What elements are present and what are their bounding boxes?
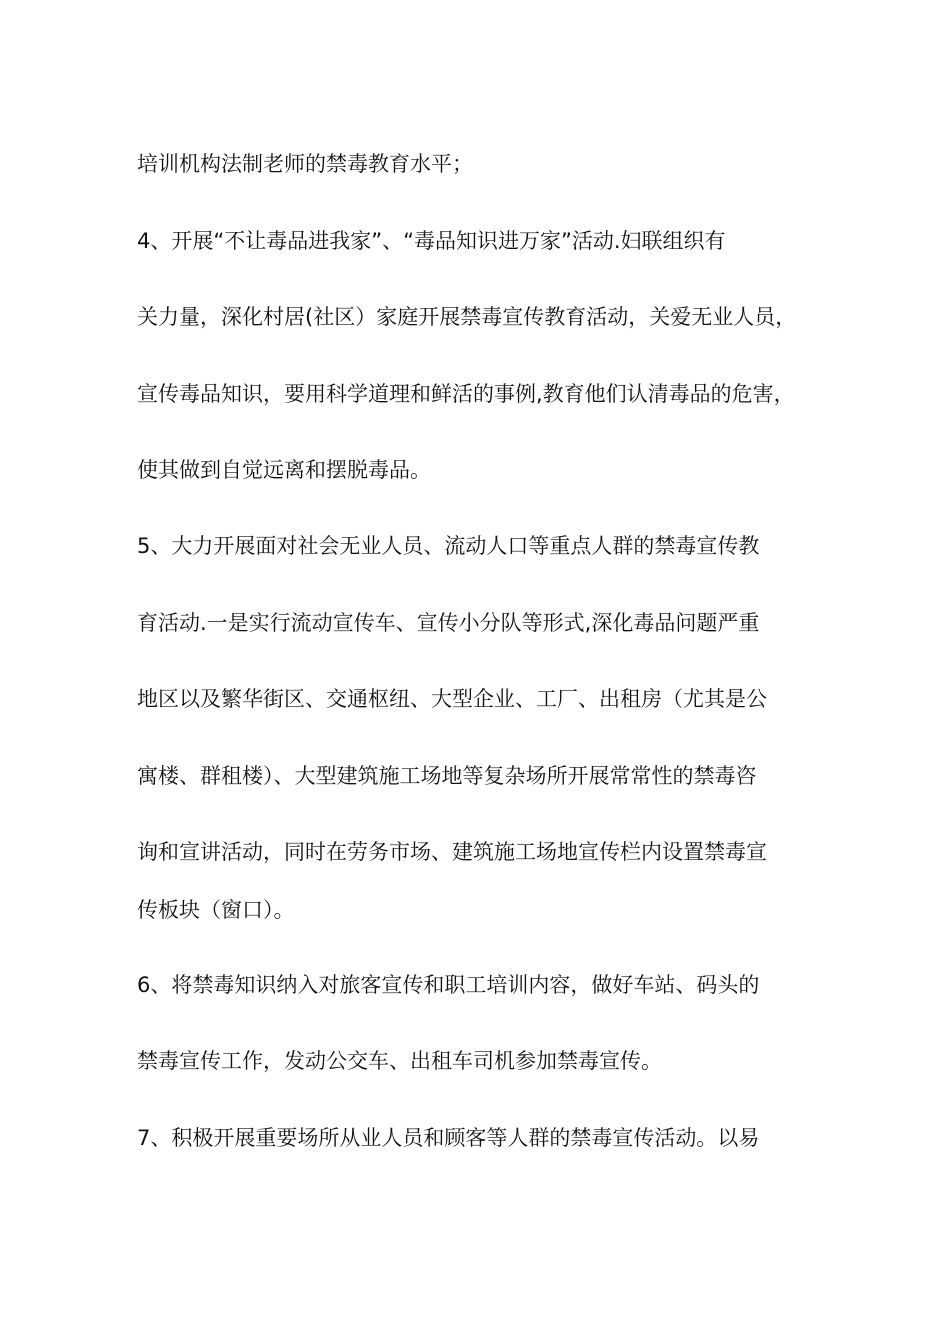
body-text-line: 寓楼、群租楼）、大型建筑施工场地等复杂场所开展常常性的禁毒咨 xyxy=(137,764,757,788)
body-text-line: 6、将禁毒知识纳入对旅客宣传和职工培训内容，做好车站、码头的 xyxy=(137,973,760,997)
body-text-line: 地区以及繁华街区、交通枢纽、大型企业、工厂、出租房（尤其是公 xyxy=(137,687,767,711)
body-text-line: 育活动.一是实行流动宣传车、宣传小分队等形式,深化毒品问题严重 xyxy=(137,611,760,635)
body-text-line: 传板块（窗口）。 xyxy=(137,898,295,922)
body-text-line: 4、开展“不让毒品进我家”、“毒品知识进万家”活动.妇联组织有 xyxy=(137,229,726,253)
body-text-line: 宣传毒品知识，要用科学道理和鲜活的事例,教育他们认清毒品的危害， xyxy=(137,382,795,406)
body-text-line: 禁毒宣传工作，发动公交车、出租车司机参加禁毒宣传。 xyxy=(137,1049,662,1073)
body-text-line: 培训机构法制老师的禁毒教育水平； xyxy=(137,152,473,176)
body-text-line: 使其做到自觉远离和摆脱毒品。 xyxy=(137,458,431,482)
body-text-line: 5、大力开展面对社会无业人员、流动人口等重点人群的禁毒宣传教 xyxy=(137,534,760,558)
body-text-line: 关力量，深化村居(社区）家庭开展禁毒宣传教育活动，关爱无业人员， xyxy=(137,305,797,329)
body-text-line: 询和宣讲活动，同时在劳务市场、建筑施工场地宣传栏内设置禁毒宣 xyxy=(137,840,767,864)
body-text-line: 7、积极开展重要场所从业人员和顾客等人群的禁毒宣传活动。以易 xyxy=(137,1126,760,1150)
